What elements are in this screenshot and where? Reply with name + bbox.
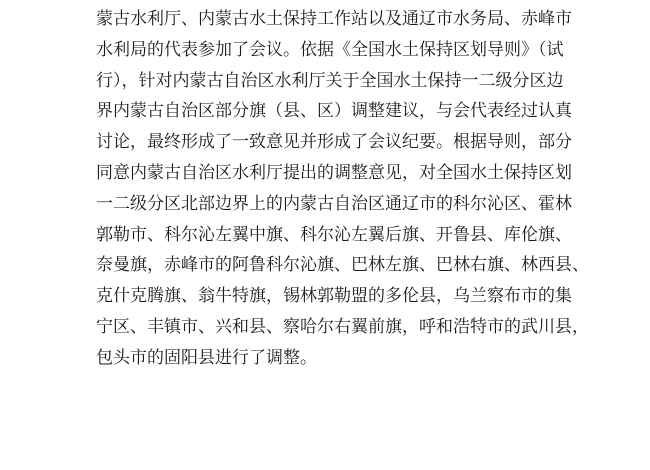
- text-line-11: 宁区、丰镇市、兴和县、察哈尔右翼前旗，呼和浩特市的武川县，: [96, 316, 589, 337]
- text-line-1: 蒙古水利厅、内蒙古水土保持工作站以及通辽市水务局、赤峰市: [96, 9, 572, 29]
- text-line-5: 讨论，最终形成了一致意见并形成了会议纪要。根据导则，部分: [96, 132, 572, 153]
- text-line-3: 行），针对内蒙古自治区水利厅关于全国水土保持一二级分区边: [96, 70, 564, 91]
- text-line-9: 奈曼旗，赤峰市的阿鲁科尔沁旗、巴林左旗、巴林右旗、林西县、: [96, 255, 589, 276]
- text-line-12: 包头市的固阳县进行了调整。: [96, 347, 317, 368]
- text-line-6: 同意内蒙古自治区水利厅提出的调整意见，对全国水土保持区划: [96, 162, 572, 183]
- text-line-8: 郭勒市、科尔沁左翼中旗、科尔沁左翼后旗、开鲁县、库伦旗、: [96, 224, 572, 245]
- text-line-4: 界内蒙古自治区部分旗（县、区）调整建议，与会代表经过认真: [96, 101, 572, 122]
- body-paragraph: [96, 4, 589, 374]
- text-line-10: 克什克腾旗、翁牛特旗，锡林郭勒盟的多伦县，乌兰察布市的集: [96, 286, 572, 307]
- text-line-2: 水利局的代表参加了会议。依据《全国水土保持区划导则》（试: [96, 39, 564, 60]
- text-line-7: 一二级分区北部边界上的内蒙古自治区通辽市的科尔沁区、霍林: [96, 193, 572, 214]
